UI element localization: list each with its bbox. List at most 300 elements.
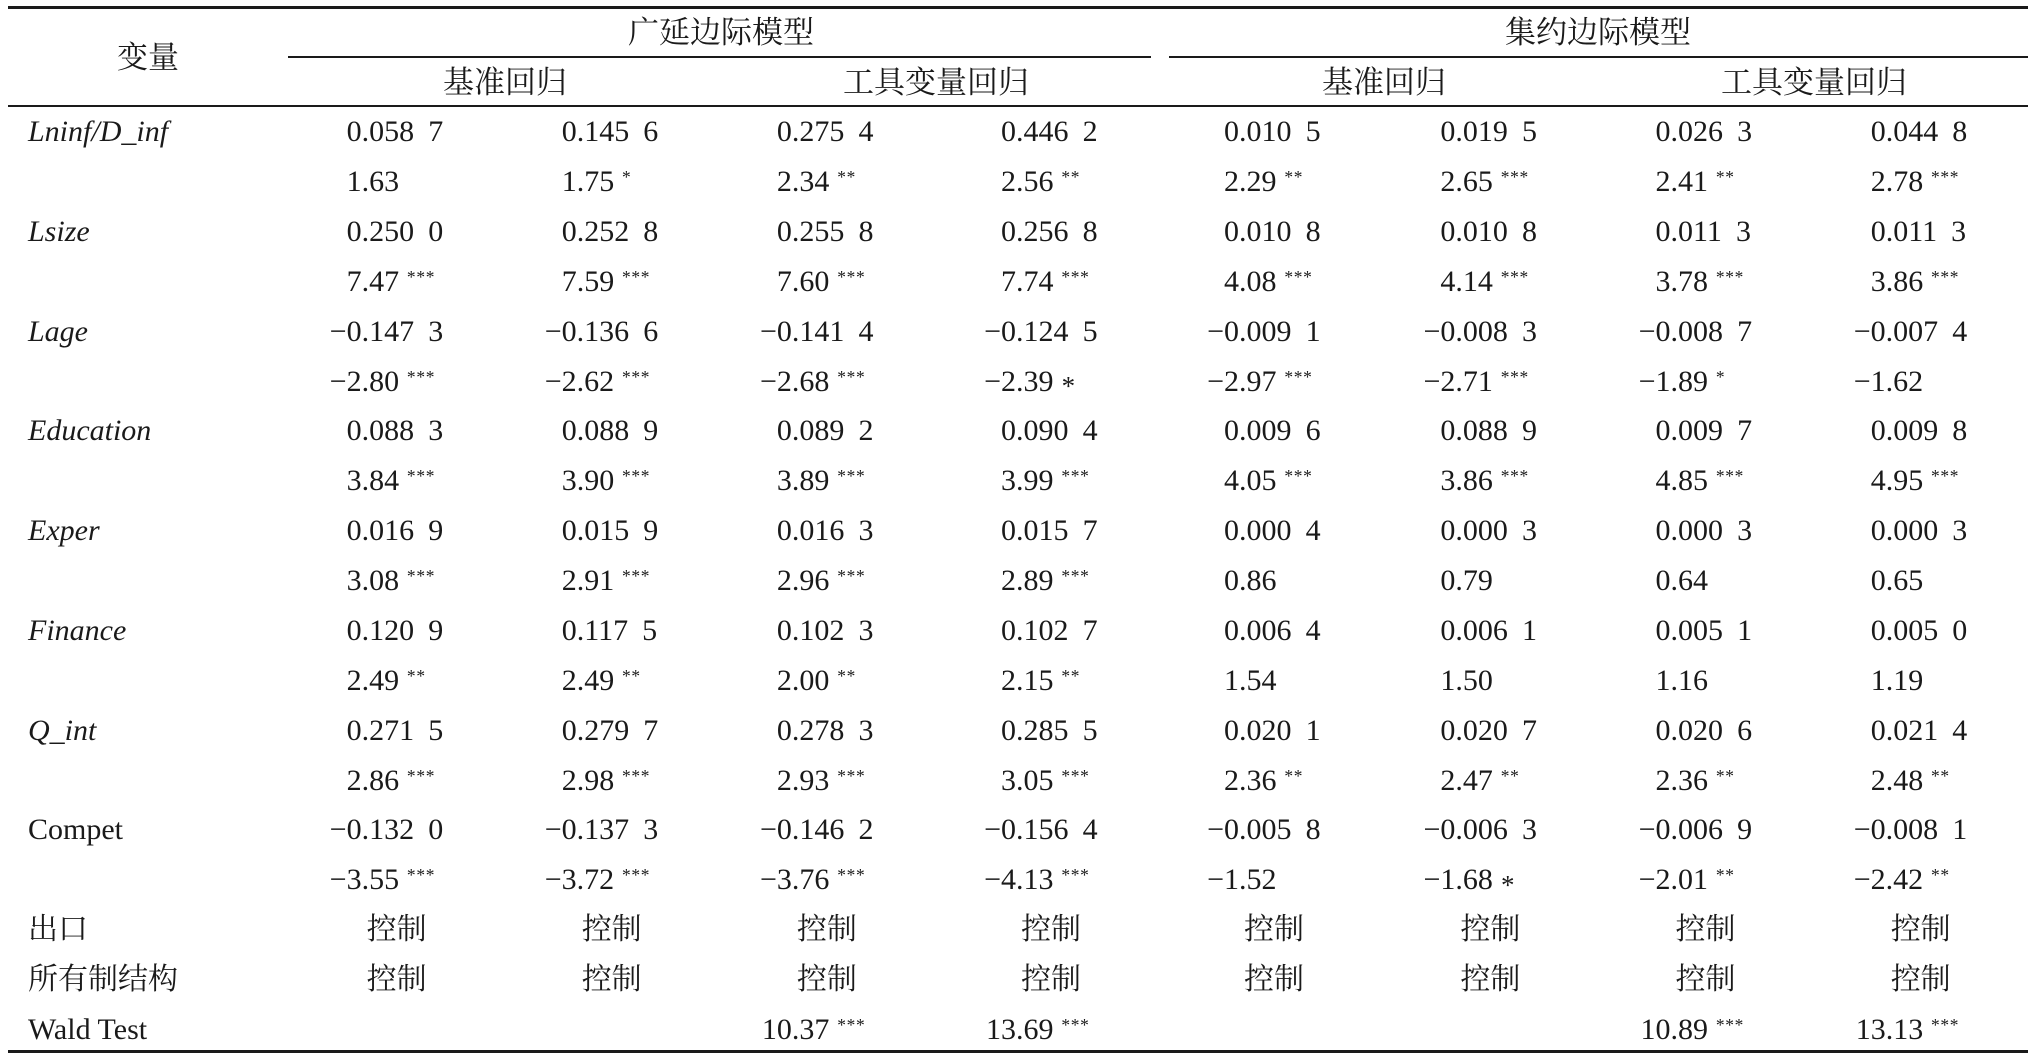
table-cell <box>1460 960 1520 1000</box>
row-label: Wald Test <box>28 1012 148 1046</box>
control-label: 控制 <box>796 962 857 996</box>
cell-value: −0.006 9 <box>1638 813 1753 847</box>
control-label: 控制 <box>1244 962 1304 996</box>
cell-value: 2.91 <box>561 564 615 598</box>
table-cell <box>347 461 436 501</box>
table-cell <box>1001 761 1090 801</box>
cell-value: 1.50 <box>1440 663 1493 697</box>
table-cell <box>1423 312 1537 352</box>
table-row <box>0 1010 2032 1050</box>
row-label: Lsize <box>28 214 90 248</box>
table-cell <box>1656 561 1709 601</box>
cell-value: −0.008 7 <box>1638 314 1753 348</box>
table-cell <box>347 411 444 451</box>
cell-value: −1.62 <box>1853 364 1924 398</box>
row-label: 所有制结构 <box>28 962 178 996</box>
cell-value: −2.68 <box>759 364 830 398</box>
table-cell <box>1854 312 1968 352</box>
significance-stars: *** <box>1061 566 1090 587</box>
cell-value: 3.86 <box>1870 264 1924 298</box>
subheader-iv-2: 工具变量回归 <box>1721 65 1907 100</box>
cell-value: 3.08 <box>346 564 400 598</box>
cell-value: 0.010 8 <box>1224 214 1321 248</box>
row-label: Exper <box>28 514 100 548</box>
table-cell <box>562 461 651 501</box>
table-cell <box>1856 1010 1960 1050</box>
table-cell <box>777 212 874 252</box>
table-cell <box>562 212 659 252</box>
significance-stars: *** <box>837 566 866 587</box>
table-cell <box>1871 561 1924 601</box>
table-cell <box>1207 362 1312 402</box>
table-cell <box>984 312 1098 352</box>
table-cell <box>347 162 400 202</box>
significance-stars: *** <box>406 865 436 886</box>
significance-stars: *** <box>1061 1015 1090 1036</box>
significance-stars: ** <box>1284 167 1304 188</box>
table-row <box>0 212 2032 252</box>
table-cell <box>1001 212 1098 252</box>
significance-stars: * <box>622 167 632 188</box>
control-label: 控制 <box>581 962 642 996</box>
table-cell <box>1244 960 1304 1000</box>
bottom-rule <box>8 1050 2028 1053</box>
significance-stars: *** <box>1500 266 1529 287</box>
table-cell <box>347 262 436 302</box>
table-row <box>0 810 2032 850</box>
cell-value: 7.47 <box>346 264 400 298</box>
cell-value: 0.120 9 <box>346 613 444 647</box>
significance-stars: ** <box>1061 167 1081 188</box>
cell-value: 3.89 <box>776 464 830 498</box>
significance-stars: *** <box>1500 466 1529 487</box>
cell-value: 0.000 3 <box>1655 514 1753 548</box>
cell-value: 2.78 <box>1870 165 1924 199</box>
significance-stars: *** <box>406 266 436 287</box>
table-cell <box>1656 611 1753 651</box>
table-cell <box>1440 262 1529 302</box>
cell-value: 0.019 5 <box>1440 115 1537 149</box>
table-cell <box>582 960 642 1000</box>
table-cell <box>1854 362 1923 402</box>
control-label: 控制 <box>581 913 642 947</box>
cell-value: 0.446 2 <box>1001 115 1098 149</box>
table-cell <box>1021 960 1081 1000</box>
cell-value: 10.37 <box>761 1012 830 1046</box>
cell-value: −2.39 <box>984 364 1054 398</box>
table-cell <box>562 561 651 601</box>
table-cell <box>562 611 658 651</box>
row-label: Compet <box>28 813 123 847</box>
control-label: 控制 <box>1675 962 1736 996</box>
row-label: Q_int <box>28 713 97 747</box>
table-cell <box>347 661 426 701</box>
cell-value: 0.009 6 <box>1224 414 1321 448</box>
cell-value: 7.60 <box>776 264 830 298</box>
significance-stars: *** <box>1061 466 1090 487</box>
control-label: 控制 <box>1890 962 1951 996</box>
cell-value: 0.088 9 <box>561 414 659 448</box>
cell-value: −0.009 1 <box>1207 314 1321 348</box>
table-cell <box>1001 661 1080 701</box>
cell-value: 4.08 <box>1224 264 1277 298</box>
cell-value: 0.252 8 <box>561 214 659 248</box>
table-cell <box>562 711 659 751</box>
row-label: Lninf/D_inf <box>28 115 169 149</box>
cell-value: 0.090 4 <box>1001 414 1098 448</box>
table-cell <box>1001 262 1090 302</box>
control-label: 控制 <box>1460 962 1521 996</box>
table-cell <box>1656 711 1753 751</box>
cell-value: −1.52 <box>1207 863 1277 897</box>
significance-stars: ** <box>837 665 857 686</box>
control-label: 控制 <box>1021 962 1081 996</box>
table-cell <box>1639 312 1753 352</box>
significance-stars: *** <box>1931 167 1960 188</box>
significance-stars: ** <box>1931 765 1950 786</box>
cell-value: −4.13 <box>984 863 1054 897</box>
cell-value: 0.005 1 <box>1655 613 1753 647</box>
cell-value: 0.255 8 <box>776 214 874 248</box>
significance-stars: *** <box>406 366 436 387</box>
cell-value: 2.29 <box>1224 165 1277 199</box>
cell-value: 0.256 8 <box>1001 214 1098 248</box>
variable-header: 变量 <box>117 40 179 75</box>
group-header-extensive-margin: 广延边际模型 <box>628 15 814 50</box>
table-cell <box>777 162 856 202</box>
cell-value: −0.008 1 <box>1853 813 1968 847</box>
significance-stars: ** <box>1931 865 1950 886</box>
table-cell <box>1639 362 1726 402</box>
table-cell <box>330 362 435 402</box>
cell-value: 0.088 9 <box>1440 414 1537 448</box>
subheader-baseline-1: 基准回归 <box>443 65 567 100</box>
table-cell <box>984 362 1075 402</box>
row-label: Lage <box>28 314 88 348</box>
table-cell <box>1001 162 1080 202</box>
control-label: 控制 <box>1244 913 1304 947</box>
table-cell <box>1639 860 1735 900</box>
cell-value: 0.102 7 <box>1001 613 1098 647</box>
table-cell <box>777 611 874 651</box>
table-cell <box>1224 711 1321 751</box>
table-row <box>0 461 2032 501</box>
table-cell <box>1854 860 1950 900</box>
table-row <box>0 960 2032 1000</box>
table-cell <box>760 860 865 900</box>
cell-value: 0.278 3 <box>776 713 874 747</box>
cell-value: 0.089 2 <box>776 414 874 448</box>
row-label: 出口 <box>28 913 88 947</box>
table-cell <box>1224 511 1321 551</box>
table-cell <box>1440 711 1537 751</box>
cell-value: 2.47 <box>1440 763 1493 797</box>
cell-value: 2.49 <box>346 663 400 697</box>
table-cell <box>777 711 874 751</box>
cell-value: 0.021 4 <box>1870 713 1968 747</box>
table-cell <box>562 112 659 152</box>
cell-value: 0.145 6 <box>561 115 659 149</box>
table-cell <box>1224 461 1313 501</box>
table-cell <box>1021 910 1081 950</box>
cell-value: 0.79 <box>1440 564 1493 598</box>
table-cell <box>1871 511 1968 551</box>
cell-value: 0.010 8 <box>1440 214 1537 248</box>
table-cell <box>1440 112 1537 152</box>
table-row <box>0 262 2032 302</box>
significance-stars: *** <box>622 765 651 786</box>
cell-value: −2.42 <box>1853 863 1924 897</box>
cell-value: 1.54 <box>1224 663 1277 697</box>
significance-stars: *** <box>1284 366 1313 387</box>
table-cell <box>1656 212 1752 252</box>
table-row <box>0 561 2032 601</box>
table-cell <box>1224 162 1303 202</box>
cell-value: 0.020 7 <box>1440 713 1537 747</box>
significance-stars: *** <box>837 466 866 487</box>
cell-value: 0.020 6 <box>1655 713 1753 747</box>
cell-value: 0.020 1 <box>1224 713 1321 747</box>
table-cell <box>1224 112 1321 152</box>
cell-value: 0.009 7 <box>1655 414 1753 448</box>
cell-value: −2.97 <box>1207 364 1277 398</box>
table-cell <box>1001 461 1090 501</box>
cell-value: 0.279 7 <box>561 713 659 747</box>
table-cell <box>1001 112 1098 152</box>
table-row <box>0 112 2032 152</box>
cell-value: 0.058 7 <box>346 115 444 149</box>
significance-stars: *** <box>622 266 651 287</box>
significance-stars: *** <box>1061 865 1090 886</box>
cell-value: 2.98 <box>561 763 615 797</box>
significance-stars: *** <box>1715 466 1745 487</box>
cell-value: 4.14 <box>1440 264 1493 298</box>
significance-stars: ** <box>1715 865 1735 886</box>
significance-stars: *** <box>1715 1015 1745 1036</box>
cell-value: 3.78 <box>1655 264 1708 298</box>
row-label: Education <box>28 414 152 448</box>
table-cell <box>1001 611 1098 651</box>
table-cell <box>777 461 866 501</box>
table-cell <box>347 711 444 751</box>
table-cell <box>347 112 444 152</box>
table-cell <box>562 411 659 451</box>
table-cell <box>562 511 659 551</box>
cell-value: 2.65 <box>1440 165 1493 199</box>
subheader-baseline-2: 基准回归 <box>1322 65 1446 100</box>
table-cell <box>760 810 874 850</box>
significance-stars: *** <box>1715 266 1745 287</box>
table-cell <box>986 1010 1090 1050</box>
table-cell <box>347 212 444 252</box>
significance-stars: *** <box>1061 765 1090 786</box>
significance-stars: *** <box>622 466 651 487</box>
significance-stars: *** <box>1931 266 1960 287</box>
table-cell <box>1440 661 1493 701</box>
cell-value: 13.13 <box>1855 1012 1924 1046</box>
table-row <box>0 162 2032 202</box>
extensive-group-rule <box>288 56 1151 58</box>
header-bottom-rule <box>8 105 2028 107</box>
table-cell <box>777 411 874 451</box>
table-cell <box>1207 860 1276 900</box>
table-cell <box>1460 910 1520 950</box>
table-cell <box>1656 461 1745 501</box>
table-cell <box>1440 611 1537 651</box>
table-cell <box>777 661 856 701</box>
table-cell <box>1207 810 1321 850</box>
cell-value: 7.74 <box>1001 264 1054 298</box>
table-cell <box>1871 761 1950 801</box>
significance-stars: ** <box>1284 765 1304 786</box>
table-cell <box>1440 761 1519 801</box>
table-cell <box>367 910 427 950</box>
table-cell <box>1440 162 1529 202</box>
table-cell <box>1224 411 1321 451</box>
table-cell <box>1656 162 1735 202</box>
cell-value: 0.006 1 <box>1440 613 1537 647</box>
cell-value: 2.49 <box>561 663 615 697</box>
table-row <box>0 362 2032 402</box>
cell-value: 0.026 3 <box>1655 115 1753 149</box>
cell-value: 2.86 <box>346 763 400 797</box>
table-cell <box>777 112 874 152</box>
table-row <box>0 661 2032 701</box>
top-rule <box>8 6 2028 9</box>
table-cell <box>1224 761 1303 801</box>
cell-value: −2.71 <box>1423 364 1493 398</box>
significance-stars: ** <box>837 167 857 188</box>
cell-value: −2.80 <box>329 364 400 398</box>
table-cell <box>582 910 642 950</box>
cell-value: 0.011 3 <box>1655 214 1751 248</box>
table-cell <box>562 262 651 302</box>
table-cell <box>1656 262 1745 302</box>
cell-value: 2.00 <box>776 663 830 697</box>
cell-value: 0.000 4 <box>1224 514 1321 548</box>
table-cell <box>797 910 857 950</box>
table-row <box>0 711 2032 751</box>
significance-stars: ** <box>1500 765 1520 786</box>
significance-stars: *** <box>1931 466 1960 487</box>
cell-value: 0.117 5 <box>561 613 658 647</box>
control-label: 控制 <box>1460 913 1521 947</box>
table-cell <box>1871 661 1924 701</box>
control-label: 控制 <box>1675 913 1736 947</box>
control-label: 控制 <box>366 962 427 996</box>
cell-value: −3.76 <box>759 863 830 897</box>
cell-value: 4.05 <box>1224 464 1277 498</box>
significance-stars: *** <box>837 366 866 387</box>
cell-value: 10.89 <box>1640 1012 1708 1046</box>
table-cell <box>1641 1010 1745 1050</box>
table-cell <box>1656 411 1753 451</box>
significance-stars: *** <box>837 865 866 886</box>
intensive-group-rule <box>1169 56 2028 58</box>
table-cell <box>1224 611 1321 651</box>
cell-value: 0.016 9 <box>346 514 444 548</box>
table-row <box>0 761 2032 801</box>
table-cell <box>330 810 444 850</box>
cell-value: 1.63 <box>346 165 400 199</box>
significance-stars: *** <box>406 466 436 487</box>
cell-value: 0.015 9 <box>561 514 659 548</box>
table-cell <box>760 362 865 402</box>
table-cell <box>1423 810 1537 850</box>
table-cell <box>347 761 436 801</box>
table-row <box>0 860 2032 900</box>
table-cell <box>984 810 1098 850</box>
cell-value: −2.01 <box>1638 863 1708 897</box>
table-cell <box>1656 761 1735 801</box>
cell-value: 0.000 3 <box>1870 514 1968 548</box>
cell-value: 0.015 7 <box>1001 514 1098 548</box>
significance-stars: *** <box>406 566 436 587</box>
significance-stars: ** <box>1715 765 1735 786</box>
control-label: 控制 <box>796 913 857 947</box>
table-cell <box>777 761 866 801</box>
table-cell <box>545 362 650 402</box>
table-cell <box>562 162 632 202</box>
subheader-iv-1: 工具变量回归 <box>843 65 1029 100</box>
cell-value: 4.85 <box>1655 464 1708 498</box>
row-label: Finance <box>28 613 127 647</box>
table-cell <box>760 312 874 352</box>
cell-value: −0.132 0 <box>329 813 444 847</box>
cell-value: 0.011 3 <box>1870 214 1967 248</box>
cell-value: 0.250 0 <box>346 214 444 248</box>
cell-value: 0.102 3 <box>776 613 874 647</box>
cell-value: −0.006 3 <box>1423 813 1537 847</box>
table-cell <box>545 860 650 900</box>
table-cell <box>330 860 435 900</box>
significance-stars: *** <box>622 566 651 587</box>
table-cell <box>367 960 427 1000</box>
significance-stars: *** <box>1061 266 1090 287</box>
table-row <box>0 611 2032 651</box>
cell-value: 0.006 4 <box>1224 613 1321 647</box>
cell-value: 1.19 <box>1870 663 1924 697</box>
cell-value: 7.59 <box>561 264 615 298</box>
table-cell <box>347 511 444 551</box>
table-cell <box>545 312 659 352</box>
significance-stars: *** <box>1931 1015 1960 1036</box>
cell-value: 3.05 <box>1001 763 1054 797</box>
table-cell <box>1244 910 1304 950</box>
cell-value: 2.56 <box>1001 165 1054 199</box>
cell-value: 0.65 <box>1870 564 1924 598</box>
cell-value: −0.007 4 <box>1853 314 1968 348</box>
cell-value: 0.285 5 <box>1001 713 1098 747</box>
significance-stars: ** <box>406 665 426 686</box>
significance-stars: * <box>1061 371 1076 402</box>
significance-stars: *** <box>1500 167 1529 188</box>
table-cell <box>797 960 857 1000</box>
significance-stars: *** <box>837 1015 866 1036</box>
table-cell <box>1656 661 1709 701</box>
table-cell <box>1001 561 1090 601</box>
table-cell <box>1676 960 1736 1000</box>
cell-value: 1.16 <box>1655 663 1708 697</box>
table-cell <box>1676 910 1736 950</box>
table-cell <box>1207 312 1321 352</box>
cell-value: 2.15 <box>1001 663 1054 697</box>
cell-value: −0.141 4 <box>759 314 874 348</box>
significance-stars: *** <box>1284 266 1313 287</box>
significance-stars: *** <box>622 865 651 886</box>
table-cell <box>1440 411 1537 451</box>
cell-value: 0.016 3 <box>776 514 874 548</box>
